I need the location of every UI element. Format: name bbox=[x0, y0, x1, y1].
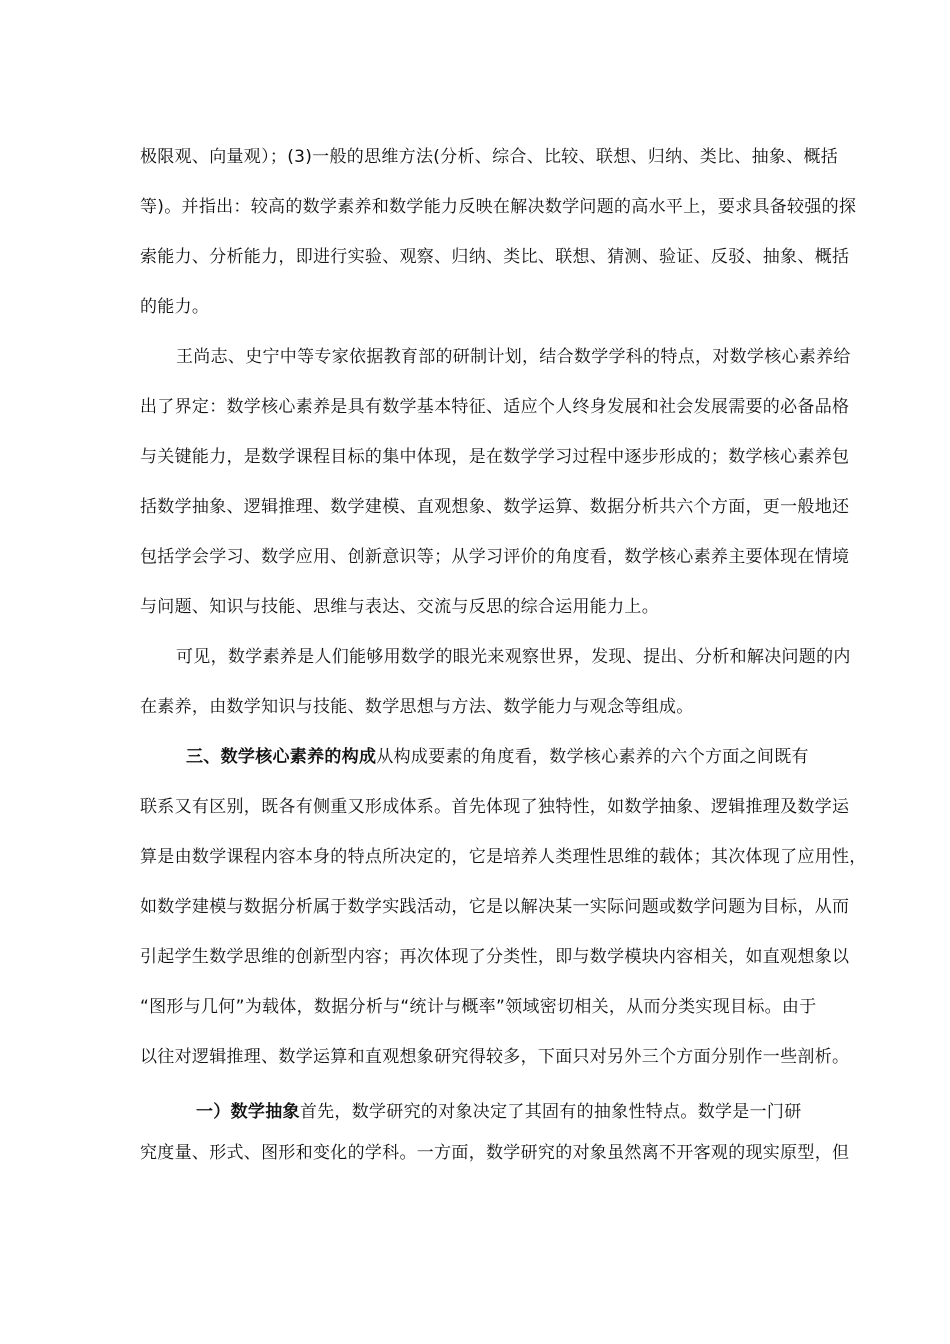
paragraph-1-line-1: 极限观、向量观）；(3)一般的思维方法(分析、综合、比较、联想、归纳、类比、抽象、概括 bbox=[140, 147, 839, 167]
paragraph-2-line-5: 包括学会学习、数学应用、创新意识等；从学习评价的角度看，数学核心素养主要体现在情境 bbox=[140, 547, 850, 567]
paragraph-2-line-3: 与关键能力，是数学课程目标的集中体现，是在数学学习过程中逐步形成的；数学核心素养包 bbox=[140, 447, 850, 467]
section-3-line-3: 如数学建模与数据分析属于数学实践活动，它是以解决某一实际问题或数学问题为目标，从而 bbox=[140, 897, 850, 917]
section-3-first-line bbox=[186, 745, 809, 769]
subsection-1-heading: 一）数学抽象 bbox=[196, 1102, 300, 1122]
section-3-line-5: “图形与几何”为载体，数据分析与“统计与概率”领域密切相关，从而分类实现目标。由于 bbox=[140, 997, 817, 1017]
paragraph-2-line-6: 与问题、知识与技能、思维与表达、交流与反思的综合运用能力上。 bbox=[140, 597, 659, 617]
subsection-1-first-line-text: 首先，数学研究的对象决定了其固有的抽象性特点。数学是一门研 bbox=[299, 1102, 802, 1122]
paragraph-1-line-2: 等)。并指出：较高的数学素养和数学能力反映在解决数学问题的高水平上，要求具备较强的探 bbox=[140, 197, 857, 217]
paragraph-2-line-2: 出了界定：数学核心素养是具有数学基本特征、适应个人终身发展和社会发展需要的必备品格 bbox=[140, 397, 850, 417]
paragraph-2-line-1: 王尚志、史宁中等专家依据教育部的研制计划，结合数学学科的特点，对数学核心素养给 bbox=[176, 347, 851, 367]
paragraph-3-line-2: 在素养，由数学知识与技能、数学思想与方法、数学能力与观念等组成。 bbox=[140, 697, 694, 717]
subsection-1-line-1: 究度量、形式、图形和变化的学科。一方面，数学研究的对象虽然离不开客观的现实原型，但 bbox=[140, 1143, 850, 1163]
paragraph-1-line-4: 的能力。 bbox=[140, 297, 210, 317]
paragraph-1-line-3: 索能力、分析能力，即进行实验、观察、归纳、类比、联想、猜测、验证、反驳、抽象、概括 bbox=[140, 247, 850, 267]
paragraph-2-line-4: 括数学抽象、逻辑推理、数学建模、直观想象、数学运算、数据分析共六个方面，更一般地还 bbox=[140, 497, 850, 517]
section-3-line-6: 以往对逻辑推理、数学运算和直观想象研究得较多，下面只对另外三个方面分别作一些剖析。 bbox=[140, 1047, 850, 1067]
paragraph-3-line-1: 可见，数学素养是人们能够用数学的眼光来观察世界，发现、提出、分析和解决问题的内 bbox=[176, 647, 851, 667]
section-3-line-2: 算是由数学课程内容本身的特点所决定的，它是培养人类理性思维的载体；其次体现了应用性， bbox=[140, 847, 867, 867]
section-3-first-line-text: 从构成要素的角度看，数学核心素养的六个方面之间既有 bbox=[376, 747, 809, 767]
section-3-line-1: 联系又有区别，既各有侧重又形成体系。首先体现了独特性，如数学抽象、逻辑推理及数学运 bbox=[140, 797, 850, 817]
subsection-1-first-line bbox=[196, 1100, 802, 1124]
section-3-heading: 三、数学核心素养的构成 bbox=[186, 747, 377, 767]
section-3-line-4: 引起学生数学思维的创新型内容；再次体现了分类性，即与数学模块内容相关，如直观想象以 bbox=[140, 947, 850, 967]
